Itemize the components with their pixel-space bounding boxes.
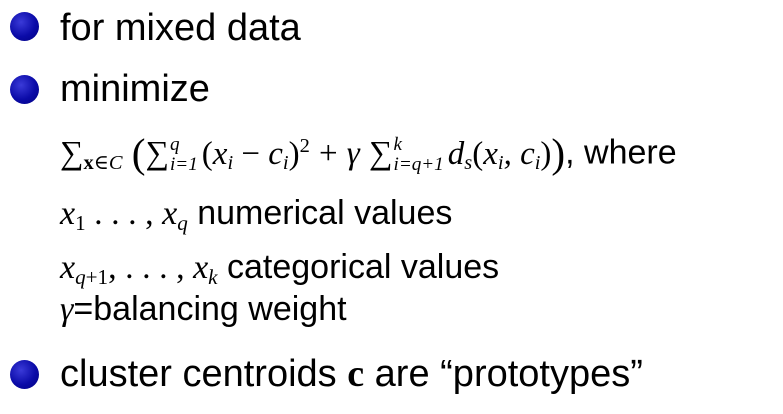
objective-formula xyxy=(60,130,677,176)
centroid-var: c xyxy=(347,353,365,395)
inner-sum-symbol: ∑ xyxy=(368,135,393,172)
categorical-vars: $x_{q+1}$, . . . , $x_k$ xyxy=(60,249,218,289)
upper-limit: q xyxy=(169,133,180,155)
inner-sum-limits-2 xyxy=(394,135,444,175)
distance-term: $d_s(x_i$, $c_i$) xyxy=(447,135,552,175)
bullet-text-centroids xyxy=(60,355,643,393)
bullet-icon xyxy=(10,75,39,104)
bullet-text-minimize xyxy=(60,70,210,108)
lower-limit: i=q+1 xyxy=(393,153,444,175)
lower-limit: i=1 xyxy=(169,153,198,175)
bullet-label-suffix: are “prototypes” xyxy=(374,353,643,395)
numerical-vars: $x_1$ . . . , $x_q$ xyxy=(60,195,188,235)
gamma-definition xyxy=(60,292,347,327)
bullet-label: for mixed data xyxy=(60,7,301,49)
bullet-icon xyxy=(10,360,39,389)
sum-symbol: ∑ xyxy=(60,135,84,172)
numerical-definition xyxy=(60,194,453,235)
squared-term: $(x_i - c_i)^2$ xyxy=(201,135,310,175)
where-text: , where xyxy=(565,133,677,172)
right-paren: ) xyxy=(551,130,566,176)
gamma-symbol: γ xyxy=(346,135,360,172)
bullet-label: minimize xyxy=(60,68,210,110)
inner-sum-symbol: ∑ xyxy=(145,135,169,172)
left-paren: ( xyxy=(131,130,146,176)
upper-limit: k xyxy=(393,133,402,155)
categorical-label: categorical values xyxy=(226,248,500,286)
categorical-definition xyxy=(60,248,500,289)
bullet-text-mixed-data xyxy=(60,9,301,47)
sum-subscript: x∈C xyxy=(83,152,123,175)
bullet-label: cluster centroids xyxy=(60,353,337,395)
inner-sum-limits-1 xyxy=(170,135,198,175)
gamma-label: =balancing weight xyxy=(73,290,347,328)
gamma-var: γ xyxy=(60,291,74,328)
plus-sign: + xyxy=(318,135,338,172)
numerical-label: numerical values xyxy=(197,194,453,232)
bullet-icon xyxy=(10,12,39,41)
